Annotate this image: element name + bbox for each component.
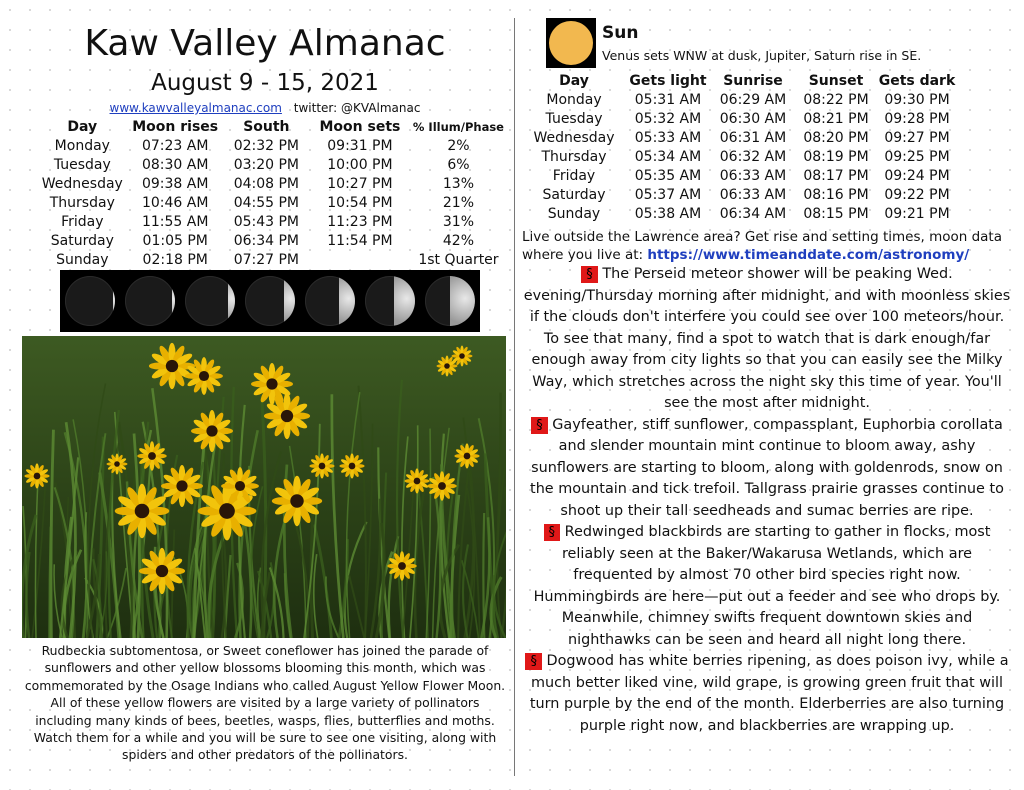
moon-cell-south: 05:43 PM	[233, 214, 300, 230]
sun-table-row	[522, 110, 958, 129]
moon-table-row	[36, 251, 508, 270]
sun-cell-gets-dark: 09:30 PM	[884, 92, 950, 108]
moon-phase-image	[120, 270, 180, 332]
sun-cell-gets-light: 05:31 AM	[634, 92, 702, 108]
sun-cell-sunrise: 06:32 AM	[719, 149, 787, 165]
moon-cell-moon-rises: 07:23 AM	[141, 138, 209, 154]
sun-table-row	[522, 91, 958, 110]
sun-cell-day: Sunday	[547, 206, 601, 222]
moon-table-row	[36, 232, 508, 251]
sun-cell-sunset: 08:22 PM	[803, 92, 869, 108]
sun-table-row	[522, 186, 958, 205]
sun-cell-gets-dark: 09:24 PM	[884, 168, 950, 184]
sun-cell-day: Thursday	[541, 149, 607, 165]
moon-cell-day: Thursday	[49, 195, 115, 211]
sun-subtitle: Venus sets WNW at dusk, Jupiter, Saturn rise in SE.	[602, 48, 922, 63]
sun-table-header	[522, 72, 958, 91]
moon-col-south: South	[243, 119, 290, 135]
sun-title: Sun	[602, 23, 639, 43]
sun-table-row	[522, 167, 958, 186]
moon-cell-moon-sets: 09:31 PM	[327, 138, 393, 154]
sun-cell-sunset: 08:21 PM	[803, 111, 869, 127]
moon-cell-illum: 2%	[447, 138, 470, 154]
sun-table-row	[522, 129, 958, 148]
news-paragraph	[522, 651, 1012, 737]
sun-cell-sunrise: 06:31 AM	[719, 130, 787, 146]
news-paragraph	[522, 264, 1012, 415]
sun-cell-sunrise: 06:34 AM	[719, 206, 787, 222]
sun-cell-sunset: 08:15 PM	[803, 206, 869, 222]
moon-cell-moon-sets: 11:54 PM	[327, 233, 393, 249]
moon-phase-image	[420, 270, 480, 332]
coneflower-photo	[22, 336, 506, 638]
moon-phase-image	[240, 270, 300, 332]
right-column	[522, 0, 1012, 790]
sun-cell-day: Monday	[546, 92, 602, 108]
sun-cell-gets-dark: 09:27 PM	[884, 130, 950, 146]
sun-cell-sunrise: 06:33 AM	[719, 187, 787, 203]
moon-cell-day: Saturday	[50, 233, 114, 249]
moon-cell-illum: 13%	[442, 176, 475, 192]
sun-col-day: Day	[559, 73, 589, 89]
sun-cell-sunrise: 06:33 AM	[719, 168, 787, 184]
moon-cell-illum: 6%	[447, 157, 470, 173]
sun-cell-sunrise: 06:30 AM	[719, 111, 787, 127]
section-mark-icon: §	[525, 653, 542, 670]
date-range: August 9 - 15, 2021	[151, 70, 379, 96]
moon-col-rises: Moon rises	[132, 119, 219, 135]
moon-phase-image	[360, 270, 420, 332]
news-paragraph-text: Gayfeather, stiff sunflower, compassplant, Euphorbia corollata and slender mountain mint continue to bloom away, ashy sunflowers are starting to bloom, along with goldenrods, snow on the mountain and tick trefoil. Tallgrass prairie grasses continue to shoot up their tall seedheads and sumac berries are ripe.	[530, 416, 1004, 519]
sun-cell-gets-dark: 09:25 PM	[884, 149, 950, 165]
moon-cell-moon-rises: 08:30 AM	[141, 157, 209, 173]
news-paragraphs	[522, 264, 1012, 737]
sun-col-sunset: Sunset	[808, 73, 864, 89]
website-link[interactable]: www.kawvalleyalmanac.com	[109, 101, 282, 115]
moon-table-row	[36, 175, 508, 194]
moon-cell-south: 04:55 PM	[233, 195, 300, 211]
moon-cell-moon-rises: 10:46 AM	[141, 195, 209, 211]
outside-area-text: Live outside the Lawrence area? Get rise and setting times, moon data where you live at:	[522, 229, 1003, 263]
sun-cell-sunset: 08:19 PM	[803, 149, 869, 165]
moon-table-row	[36, 137, 508, 156]
sun-col-sunrise: Sunrise	[723, 73, 783, 89]
sun-cell-gets-light: 05:34 AM	[634, 149, 702, 165]
moon-phase-strip	[60, 270, 480, 332]
sun-col-gets-dark: Gets dark	[878, 73, 956, 89]
sun-cell-sunset: 08:16 PM	[803, 187, 869, 203]
header-links	[22, 100, 508, 116]
left-column	[22, 0, 508, 790]
sun-cell-gets-dark: 09:21 PM	[884, 206, 950, 222]
sun-table	[522, 72, 958, 224]
moon-phase-image	[60, 270, 120, 332]
moon-cell-south: 03:20 PM	[233, 157, 300, 173]
sun-col-gets-light: Gets light	[629, 73, 707, 89]
moon-cell-illum: 31%	[442, 214, 475, 230]
moon-cell-south: 07:27 PM	[233, 252, 300, 268]
sun-table-row	[522, 205, 958, 224]
photo-caption: Rudbeckia subtomentosa, or Sweet coneflower has joined the parade of sunflowers and other yellow blossoms blooming this month, which was commemorated by the Osage Indians who called August Yellow Flower Moon. All of these yellow flowers are visited by a large variety of pollinators including many kinds of bees, beetles, wasps, flies, butterflies and moths. Watch them for a while and you will be sure to see one visiting, along with spiders and other predators of the pollinators.	[24, 643, 506, 763]
moon-phase-image	[180, 270, 240, 332]
outside-area-note	[522, 228, 1012, 264]
sun-icon	[546, 18, 596, 68]
timeanddate-link[interactable]: https://www.timeanddate.com/astronomy/	[647, 247, 970, 263]
moon-cell-day: Friday	[61, 214, 104, 230]
news-paragraph-text: The Perseid meteor shower will be peaking Wed. evening/Thursday morning after midnight, and with moonless skies if the clouds don't interfere you could see over 100 meteors/hour. To see that many, find a spot to watch that is dark enough/far enough away from city lights so that you can easily see the Milky Way, which stretches across the night sky this time of year. You'll see the most after midnight.	[523, 266, 1011, 411]
moon-cell-south: 04:08 PM	[233, 176, 300, 192]
moon-cell-south: 06:34 PM	[233, 233, 300, 249]
moon-table-row	[36, 194, 508, 213]
moon-table-row	[36, 156, 508, 175]
moon-cell-moon-rises: 09:38 AM	[141, 176, 209, 192]
moon-cell-moon-rises: 01:05 PM	[142, 233, 208, 249]
moon-cell-moon-sets	[311, 251, 409, 270]
coneflower-image	[22, 336, 506, 638]
moon-cell-illum: 1st Quarter	[418, 252, 499, 268]
moon-cell-moon-sets: 10:54 PM	[327, 195, 393, 211]
sun-cell-day: Wednesday	[533, 130, 615, 146]
sun-cell-sunset: 08:20 PM	[803, 130, 869, 146]
sun-cell-gets-light: 05:33 AM	[634, 130, 702, 146]
moon-table-header	[36, 118, 508, 137]
moon-col-day: Day	[67, 119, 98, 135]
moon-cell-moon-rises: 02:18 PM	[142, 252, 208, 268]
page-title: Kaw Valley Almanac	[84, 23, 446, 64]
moon-cell-illum: 42%	[442, 233, 475, 249]
moon-cell-day: Monday	[54, 138, 110, 154]
sun-table-row	[522, 148, 958, 167]
news-paragraph-text: Redwinged blackbirds are starting to gather in flocks, most reliably seen at the Baker/Wakarusa Wetlands, which are frequented by almost 70 other bird species right now. Hummingbirds are here—put out a feeder and see who drops by. Meanwhile, chimney swifts frequent downtown skies and nighthawks can be seen and heard all night long there.	[533, 524, 1001, 648]
moon-cell-moon-rises: 11:55 AM	[141, 214, 209, 230]
sun-cell-gets-dark: 09:28 PM	[884, 111, 950, 127]
sun-cell-day: Saturday	[542, 187, 606, 203]
moon-cell-south: 02:32 PM	[233, 138, 300, 154]
moon-table	[36, 118, 508, 270]
column-divider	[514, 18, 515, 776]
sun-cell-sunrise: 06:29 AM	[719, 92, 787, 108]
section-mark-icon: §	[544, 524, 561, 541]
sun-cell-day: Tuesday	[545, 111, 603, 127]
moon-cell-day: Sunday	[56, 252, 109, 268]
sun-cell-gets-dark: 09:22 PM	[884, 187, 950, 203]
sun-cell-gets-light: 05:32 AM	[634, 111, 702, 127]
moon-cell-moon-sets: 10:27 PM	[327, 176, 393, 192]
news-paragraph	[522, 415, 1012, 523]
sun-cell-gets-light: 05:37 AM	[634, 187, 702, 203]
moon-cell-day: Wednesday	[41, 176, 123, 192]
sun-cell-gets-light: 05:35 AM	[634, 168, 702, 184]
moon-phase-image	[300, 270, 360, 332]
moon-table-row	[36, 213, 508, 232]
moon-col-illum: % Illum/Phase	[412, 120, 504, 134]
moon-col-sets: Moon sets	[319, 119, 401, 135]
news-paragraph-text: Dogwood has white berries ripening, as does poison ivy, while a much better liked vine, wild grape, is growing green fruit that will turn purple by the end of the month. Elderberries are also turning purple right now, and blackberries are wrapping up.	[529, 653, 1009, 734]
sun-cell-day: Friday	[552, 168, 596, 184]
sun-cell-gets-light: 05:38 AM	[634, 206, 702, 222]
moon-cell-moon-sets: 10:00 PM	[327, 157, 393, 173]
section-mark-icon: §	[581, 266, 598, 283]
moon-cell-illum: 21%	[442, 195, 475, 211]
sun-cell-sunset: 08:17 PM	[803, 168, 869, 184]
news-paragraph	[522, 522, 1012, 651]
moon-cell-moon-sets: 11:23 PM	[327, 214, 393, 230]
twitter-handle: twitter: @KVAlmanac	[293, 101, 421, 115]
moon-cell-day: Tuesday	[53, 157, 111, 173]
section-mark-icon: §	[531, 417, 548, 434]
